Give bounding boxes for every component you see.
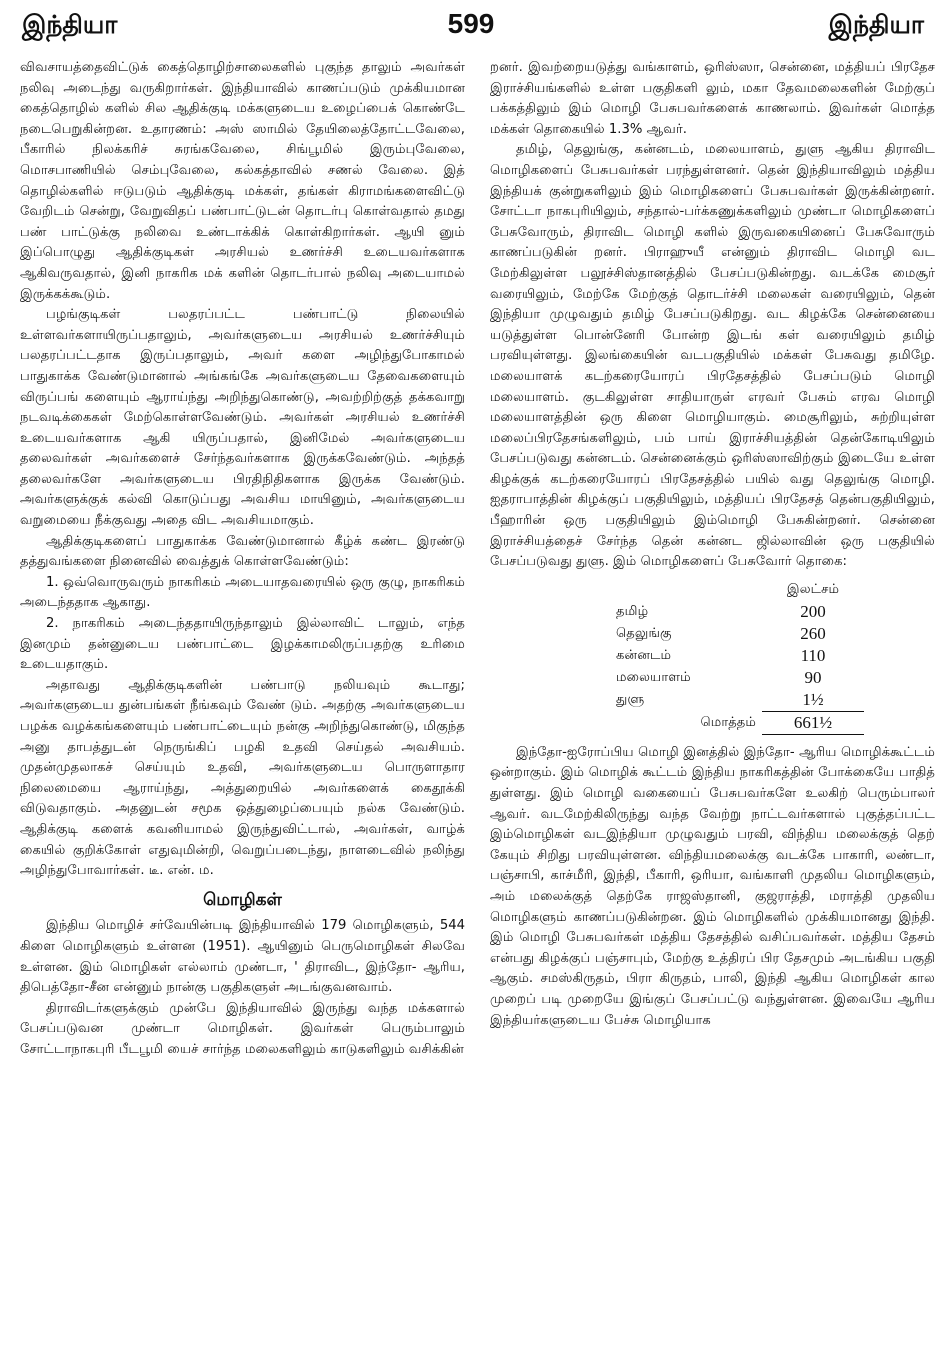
paragraph: இந்தோ-ஐரோப்பிய மொழி இனத்தில் இந்தோ- ஆரிய மொழிக்கூட்டம் ஒன்றாகும். இம் மொழிக் கூட்டம் இந்திய நாகரிகத்தின் போக்கையே பாதித் துள்ளது. இம் மொழி வகையைப் பேசுபவர்களே உலகிற் பெரும்பாலர் ஆவர். வடமேற்கிலிருந்து வந்த வேற்று நாட்டவர்களால் புகுத்தப்பட்ட இம்மொழிகள் வடஇந்தியா முழுவதும் பரவி, விந்திய மலைக்குத் தெற் கேயும் சிறிது பரவியுள்ளன. விந்தியமலைக்கு வடக்கே பாகாரி, லண்டா, பஞ்சாபி, காச்மீரி, இந்தி, பீகாரி, ஒரியா, வங்காளி முதலிய மொழிகளும், அம் மலைக்குத் தெற்கே ராஜஸ்தானி, குஜராத்தி, மராத்தி முதலிய மொழிகளும் காணப்படுகின்றன. இம் மொழிகளில் முக்கியமானது இந்தி. இம் மொழி பேசுபவர்கள் மத்திய தேசத்தில் வசிப்பவர்கள். மத்திய தேசம் என்பது கிழக்குப் பஞ்சாபும், மேற்கு உத்திரப் பிர தேசமும் அடங்கிய பகுதி ஆகும். சமஸ்கிருதம், பிரா கிருதம், பாலி, இந்தி ஆகிய மொழிகள் கால முறைப் படி முறையே இங்குப் பேசப்பட்டு வந்துள்ளன. இவையே ஆரிய இந்தியர்களுடைய பேச்சு மொழியாக [490,744,935,1028]
table-total-row [610,711,864,734]
language-speakers-table [610,579,864,735]
paragraph: பழங்குடிகள் பலதரப்பட்ட பண்பாட்டு நிலையில் உள்ளவர்களாயிருப்பதாலும், அவர்களுடைய அரசியல் உணர்ச்சியும் பலதரப்பட்டதாக இருப்பதாலும், அவர் களை அழிந்துபோகாமல் பாதுகாக்க வேண்டுமானால் அங்கங்கே அவர்களுடைய தேவைகளையும் விருப்பங் களையும் ஆராய்ந்து அறிந்துகொண்டு, அவற்றிற்குத் தக்கவாறு நடவடிக்கைகள் மேற்கொள்ளவேண்டும். அவர்கள் அரசியல் உணர்ச்சி உடையவர்களாக ஆகி யிருப்பதால், இனிமேல் அவர்களுடைய தலைவர்கள் அவர்களைச் சேர்ந்தவர்களாக இருக்கவேண்டும். அந்தத் தலைவர்களே அவர்களுடைய பிரதிநிதிகளாக இருக்க வேண்டும். அவர்களுக்குக் கல்வி கொடுப்பது அவசிய மாயினும், அவர்களுடைய வறுமையை நீக்குவது அதை விட அவசியமாகும். [20,307,465,529]
speaker-count: 1½ [802,689,824,709]
speaker-count: 200 [800,601,826,621]
numbered-point-2: 2. நாகரிகம் அடைந்ததாயிருந்தாலும் இல்லாவிட் டாலும், எந்த இனமும் தன்னுடைய பண்பாட்டை இழக்காமலிருப்பதற்கு உரிமை உடையதாகும். [20,616,465,673]
numbered-point-1: 1. ஒவ்வொருவரும் நாகரிகம் அடையாதவரையில் ஒரு குழு, நாகரிகம் அடைந்ததாக ஆகாது. [20,574,465,611]
page-number: 599 [447,8,495,39]
table-row [610,601,864,623]
table-row [610,645,864,667]
page-header [0,0,942,48]
section-title: மொழிகள் [203,889,282,910]
language-name: தெலுங்கு [616,625,672,641]
speaker-count: 260 [800,623,826,643]
left-column [20,58,465,1061]
paragraph: விவசாயத்தைவிட்டுக் கைத்தொழிற்சாலைகளில் புகுந்த தாலும் அவர்கள் நலிவு அடைந்து வருகிறார்கள். இந்தியாவில் காணப்படும் முக்கியமான கைத்தொழில் களில் சில ஆதிக்குடி மக்களுடைய உழைப்பைக் கொண்டே நடைபெறுகின்றன. உதாரணம்: அஸ் ஸாமில் தேயிலைத்தோட்டவேலை, பீகாரில் நிலக்கரிச் சுரங்கவேலை, சிங்பூமில் இரும்புவேலை, மொசபாணியில் செம்புவேலை, கல்கத்தாவில் சணல் வேலை. இத் தொழில்களில் ஈடுபடும் ஆதிக்குடி மக்கள், தங்கள் கிராமங்களைவிட்டு வேறிடம் சென்று, வேறுவிதப் பண்பாட்டுடன் தொடர்பு கொள்வதால் தமது பண் பாட்டுக்கு நலிவை உண்டாக்கிக் கொள்கிறார்கள். ஆயி னும் இப்பொழுது ஆதிக்குடிகள் அரசியல் உணர்ச்சி உடையவர்களாக ஆகிவருவதால், இனி நாகரிக மக் களின் தொடர்பால் நலிவு அடையாமல் இருக்கக்கூடும். [20,60,465,302]
language-name: மலையாளம் [616,669,691,685]
paragraph: இந்திய மொழிச் சர்வேயின்படி இந்தியாவில் 179 மொழிகளும், 544 கிளை மொழிகளும் உள்ளன (1951). ஆயினும் பெருமொழிகள் சிலவே உள்ளன. இம் மொழிகள் எல்லாம் முண்டா, ' திராவிட, இந்தோ- ஆரிய, திபெத்தோ-சீன என்னும் நான்கு பகுதிகளுள் அடங்குவனவாம். [20,918,465,996]
table-row [610,623,864,645]
speaker-count: 110 [800,645,826,665]
right-column [490,58,935,1031]
total-value: 661½ [762,711,864,734]
running-title-left: இந்தியா [22,10,118,39]
total-label: மொத்தம் [700,714,756,730]
speaker-count: 90 [804,667,822,687]
table-row [610,667,864,689]
paragraph: றனர். இவற்றையடுத்து வங்காளம், ஒரிஸ்ஸா, சென்னை, மத்தியப் பிரதேச இராச்சியங்களில் உள்ள பகுதிகளி லும், மகா தேவமலைகளின் மேற்குப் பக்கத்திலும் இம் மொழி பேசுபவர்களைக் காணலாம். இவர்கள் மொத்த மக்கள் தொகையில் 1.3% ஆவர். [490,60,935,137]
language-name: தமிழ் [616,603,649,619]
paragraph: ஆதிக்குடிகளைப் பாதுகாக்க வேண்டுமானால் கீழ்க் கண்ட இரண்டு தத்துவங்களை நினைவில் வைத்துக் கொள்ளவேண்டும்: [20,533,465,570]
running-title-right: இந்தியா [828,10,924,39]
paragraph: திராவிடர்களுக்கும் முன்பே இந்தியாவில் இருந்து வந்த மக்களால் பேசப்படுவன முண்டா மொழிகள். இவர்கள் பெரும்பாலும் சோட்டாநாகபுரி பீடபூமி யைச் சார்ந்த மலைகளிலும் காடுகளிலும் வசிக்கின் [20,1000,465,1057]
table-row [610,689,864,712]
paragraph: தமிழ், தெலுங்கு, கன்னடம், மலையாளம், துளு ஆகிய திராவிட மொழிகளைப் பேசுபவர்கள் பரந்துள்ளனர். தென் இந்தியாவிலும் மத்திய இந்தியக் குன்றுகளிலும் இம் மொழிகளைப் பேசுபவர்கள் இருக்கின்றனர். சோட்டா நாகபுரியிலும், சந்தால்-பர்க்கணுக்களிலும் முண்டா மொழிகளைப் பேசுவோரும், திராவிட மொழி களில் இருவகையினைப் பேசுவோரும் காணப்படுகின் றனர். பிராஹுயீ என்னும் திராவிட மொழி வட மேற்கிலுள்ள பலூச்சிஸ்தானத்தில் பேசப்படுகின்றது. வடக்கே மைசூர் வரையிலும், மேற்கே மேற்குத் தொடர்ச்சி மலைகள் வரையிலும், தென் இந்தியா முழுவதும் தமிழ் பேசப்படுகிறது. வட கிழக்கே சென்னையை யடுத்துள்ள பொன்னேரி போன்ற இடங் கள் வரையிலும் தமிழ் பரவியுள்ளது. இலங்கையின் வடபகுதியில் மக்கள் பேசுவது தமிழே. மலையாளக் கடற்கரையோரப் பிரதேசத்தில் பேசப்படும் மொழி மலையாளம். குடகிலுள்ள சாதியாருள் எரவர் பேசும் எரவ மொழி மலையாளத்தின் ஒரு கிளை மொழியாகும். மைசூரிலும், சுற்றியுள்ள மலைப்பிரதேசங்களிலும், பம் பாய் இராச்சியத்தின் தென்கோடியிலும் பேசப்படுவது கன்னடம். சென்னைக்கும் ஒரிஸ்ஸாவிற்கும் இடையே உள்ள கிழக்குக் கடற்கரையோரப் பிரதேசத்தில் பயில் வது தெலுங்கு மொழி. ஐதராபாத்தின் கிழக்குப் பகுதியிலும், மத்தியப் பிரதேசத் தென்பகுதியிலும், பீஹாரின் ஒரு பகுதியிலும் இம்மொழி பேசுகின்றனர். சென்னை இராச்சியத்தைச் சேர்ந்த தென் கன்னட ஜில்லாவின் ஒரு பகுதியில் பேசப்படுவது துளு. இம் மொழிகளைப் பேசுவோர் தொகை: [490,142,935,570]
language-name: கன்னடம் [616,647,672,663]
paragraph: அதாவது ஆதிக்குடிகளின் பண்பாடு நலியவும் கூடாது; அவர்களுடைய துன்பங்கள் நீங்கவும் வேண் டும். அதற்கு அவர்களுடைய பழக்க வழக்கங்களையும் பண்பாட்டையும் நன்கு அறிந்துகொண்டு, மிகுந்த அனு தாபத்துடன் நெருங்கிப் பழகி உதவி செய்தல் அவசியம். முதன்முதலாகச் செய்யும் உதவி, அவர்களுடைய பொருளாதார நிலைமையை ஆராய்ந்து, அத்துறையில் அவர்களைக் கைதூக்கி விடுவதாகும். அதனுடன் சமூக ஒத்துழைப்பையும் நல்க வேண்டும். ஆதிக்குடி களைக் கவனியாமல் இருந்துவிட்டால், அவர்கள், வாழ்க் கையில் குறிக்கோள் எதுவுமின்றி, வெறுப்படைந்து, நாளடைவில் நலிந்து அழிந்துபோவார்கள். டீ. என். ம. [20,677,465,879]
table-unit-label: இலட்சம் [786,581,840,597]
language-name: துளு [616,691,645,707]
